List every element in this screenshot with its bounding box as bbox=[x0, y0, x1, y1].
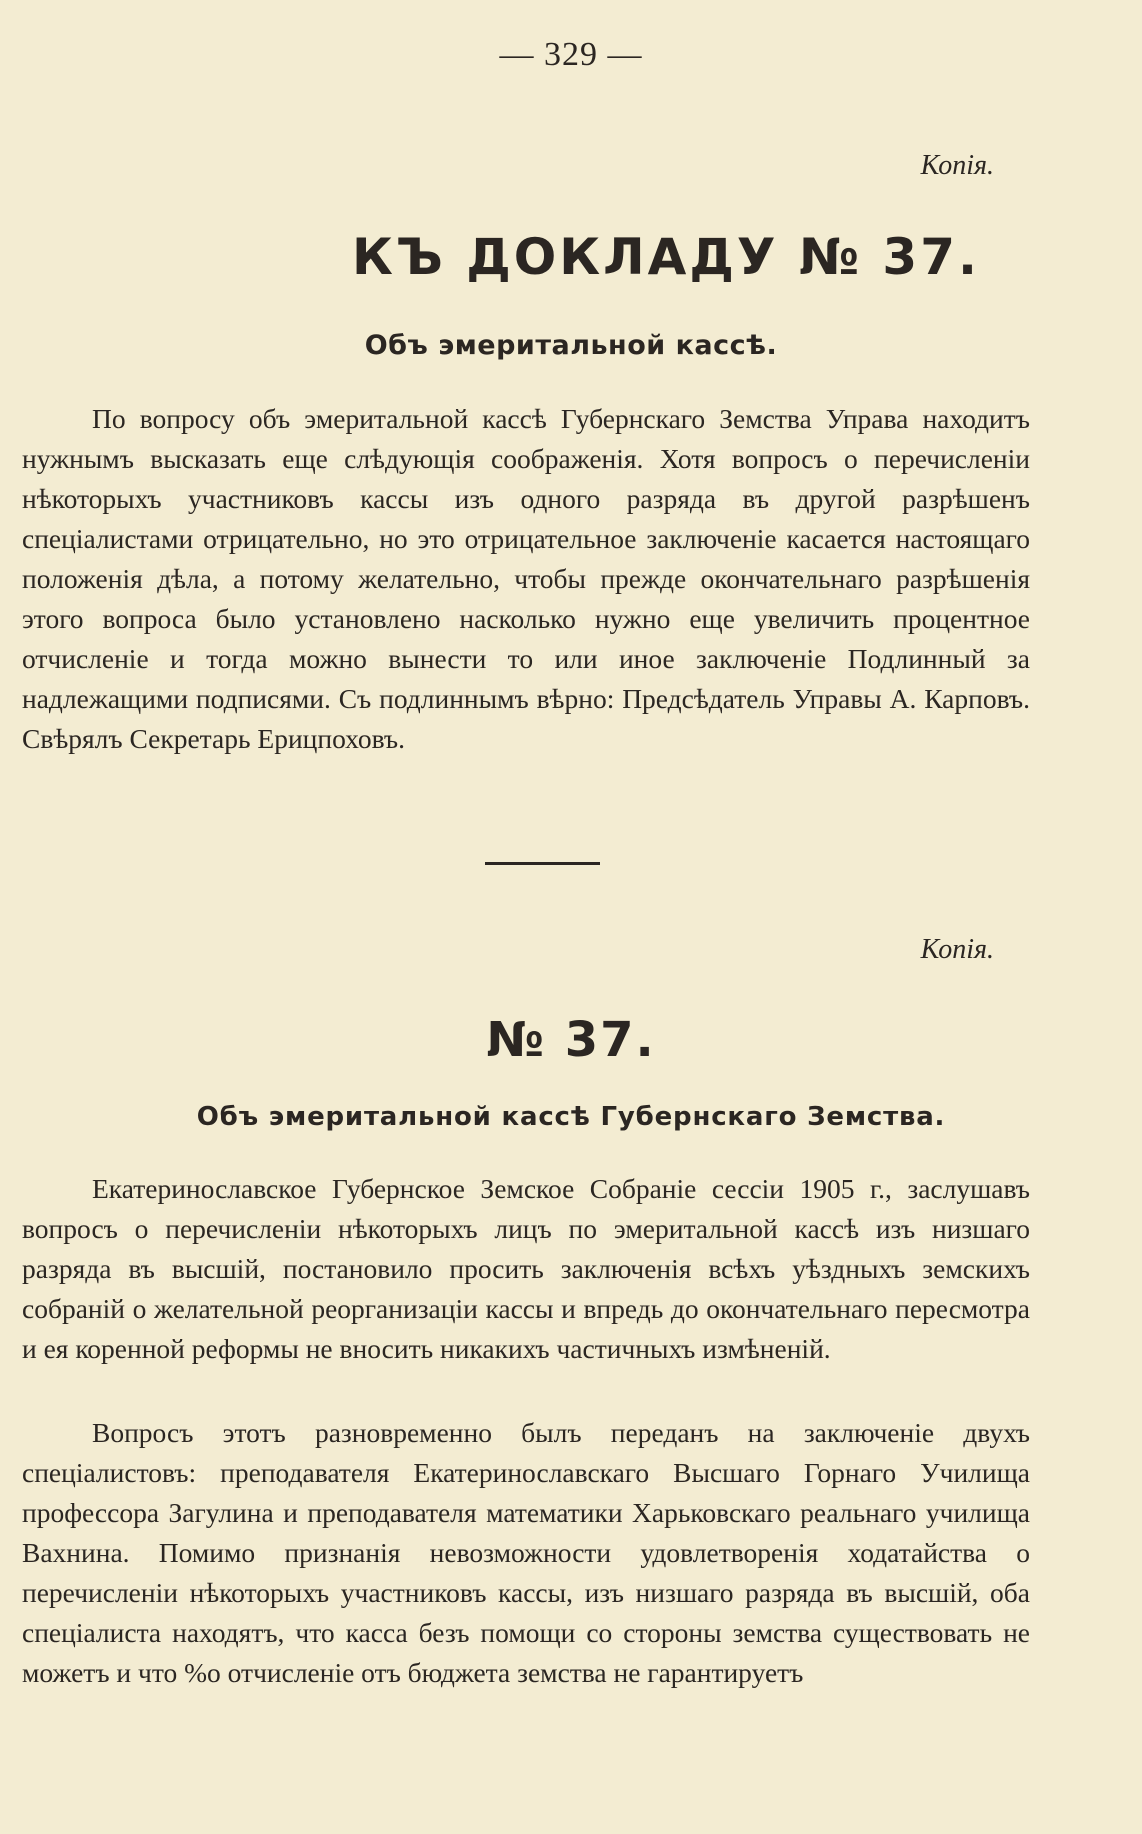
section-subheading: Объ эмеритальной кассѣ. bbox=[364, 330, 778, 361]
section-divider bbox=[485, 862, 600, 865]
number-heading: № 37. bbox=[486, 1012, 656, 1068]
report-heading: КЪ ДОКЛАДУ № 37. bbox=[351, 228, 980, 286]
copy-label: Копія. bbox=[920, 934, 994, 965]
body-paragraph: Вопросъ этотъ разновременно былъ переданъ на заключеніе двухъ спеціалистовъ: преподавателя Екатеринославскаго Высшаго Горнаго Училища профессора Загулина и преподавателя математики Харьковскаго реальнаго училища Вахнина. Помимо признанія невозможности удовлетворенія ходатайства о перечисленіи нѣкоторыхъ участниковъ кассы, изъ низшаго разряда въ высшій, оба спеціалиста находятъ, что касса безъ помощи со стороны земства существовать не можетъ и что %o отчисленіе отъ бюджета земства не гарантируетъ bbox=[22, 1417, 1030, 1688]
section-subheading: Объ эмеритальной кассѣ Губернскаго Земства. bbox=[196, 1102, 946, 1132]
body-paragraph: Екатеринославское Губернское Земское Собраніе сессіи 1905 г., заслушавъ вопросъ о перечисленіи нѣкоторыхъ лицъ по эмеритальной кассѣ изъ низшаго разряда въ высшій, постановило просить заключенія всѣхъ уѣздныхъ земскихъ собраній о желательной реорганизаціи кассы и впредь до окончательнаго пересмотра и ея коренной реформы не вносить никакихъ частичныхъ измѣненій. bbox=[22, 1173, 1030, 1364]
body-paragraph: По вопросу объ эмеритальной кассѣ Губернскаго Земства Управа находитъ нужнымъ высказать еще слѣдующія соображенія. Хотя вопросъ о перечисленіи нѣкоторыхъ участниковъ кассы изъ одного разряда въ другой разрѣшенъ спеціалистами отрицательно, но это отрицательное заключеніе касается настоящаго положенія дѣла, а потому желательно, чтобы прежде окончательнаго разрѣшенія этого вопроса было установлено насколько нужно еще увеличить процентное отчисленіе и тогда можно вынести то или иное заключеніе Подлинный за надлежащими подписями. Съ подлиннымъ вѣрно: Предсѣдатель Управы А. Карповъ. Свѣрялъ Секретарь Ерицпоховъ. bbox=[22, 403, 1030, 754]
copy-label: Копія. bbox=[920, 150, 994, 181]
page-number: — 329 — bbox=[499, 36, 643, 73]
